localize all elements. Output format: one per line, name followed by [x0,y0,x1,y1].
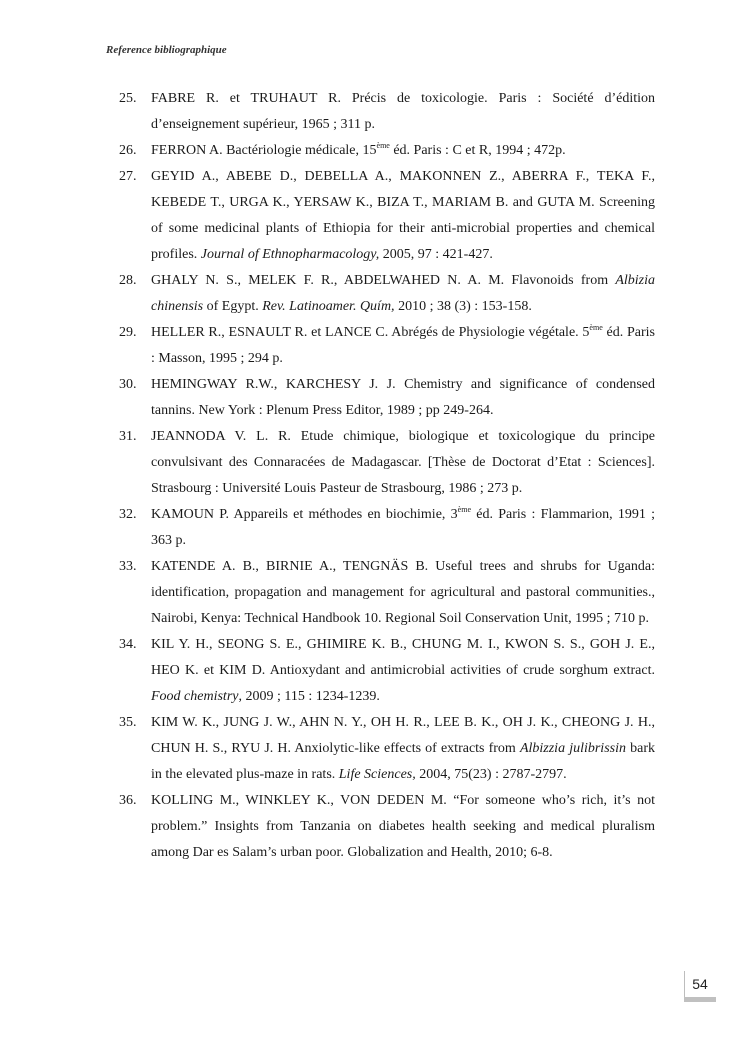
reference-text [151,86,655,138]
reference-text [151,554,655,632]
reference-text [151,164,655,268]
reference-item [119,320,655,372]
reference-segment: of Egypt. [203,299,263,314]
reference-text [151,424,655,502]
reference-text [151,788,655,866]
reference-text [151,372,655,424]
reference-number: 26. [119,143,137,158]
italic-text: Albizzia julibrissin [519,741,626,756]
reference-item [119,554,655,632]
reference-list [119,86,655,866]
reference-segment: bark in the elevated plus-maze in rats. [151,741,655,782]
running-header: Reference bibliographique [106,44,227,56]
reference-segment: 2010 ; 38 (3) : 153-158. [394,299,532,314]
reference-segment: 2005, 97 : 421-427. [379,247,493,262]
reference-text [151,502,655,554]
reference-item [119,268,655,320]
reference-segment: KIM W. K., JUNG J. W., AHN N. Y., OH H. R., LEE B. K., OH J. K., CHEONG J. H., CHUN H. S., RYU J. H. Anxiolytic-like effects of extracts from [151,715,655,756]
reference-segment: HELLER R., ESNAULT R. et LANCE C. Abrégés de Physiologie végétale. 5 [151,325,590,340]
reference-segment: KATENDE A. B., BIRNIE A., TENGNÄS B. Useful trees and shrubs for Uganda: identification, propagation and management for agricultural and pastoral communities., Nairobi, Kenya: Technical Handbook 10. Regional Soil Conservation Unit, 1995 ; 710 p. [151,559,655,626]
reference-item [119,86,655,138]
reference-item [119,632,655,710]
reference-number: 28. [119,273,137,288]
reference-item [119,788,655,866]
superscript: ème [376,141,390,150]
reference-text [151,320,655,372]
reference-segment: éd. Paris : C et R, 1994 ; 472p. [389,143,566,158]
reference-number: 32. [119,507,137,522]
italic-text: Rev. Latinoamer. Quím, [262,299,395,314]
reference-item [119,424,655,502]
reference-number: 31. [119,429,137,444]
reference-segment: éd. Paris : Flammarion, 1991 ; 363 p. [151,507,655,548]
reference-segment: 2004, 75(23) : 2787-2797. [415,767,567,782]
reference-item [119,138,655,164]
reference-text [151,710,655,788]
superscript: ème [589,323,603,332]
reference-segment: GEYID A., ABEBE D., DEBELLA A., MAKONNEN Z., ABERRA F., TEKA F., KEBEDE T., URGA K., YERSAW K., BIZA T., MARIAM B. and GUTA M. Screening of some medicinal plants of Ethiopia for their anti-microbial properties and chemical profiles. [151,169,655,262]
reference-segment: KAMOUN P. Appareils et méthodes en biochimie, 3 [151,507,458,522]
italic-text: Life Sciences, [338,767,416,782]
reference-number: 27. [119,169,137,184]
reference-text [151,632,655,710]
italic-text: Food chemistry [151,689,239,704]
italic-text: Albizia chinensis [151,273,655,314]
reference-segment: FERRON A. Bactériologie médicale, 15 [151,143,377,158]
reference-item [119,164,655,268]
reference-number: 29. [119,325,137,340]
reference-item [119,372,655,424]
reference-number: 36. [119,793,137,808]
reference-item [119,710,655,788]
reference-segment: KOLLING M., WINKLEY K., VON DEDEN M. “For someone who’s rich, it’s not problem.” Insights from Tanzania on diabetes health seeking and medical pluralism among Dar es Salam’s urban poor. Globalization and Health, 2010; 6-8. [151,793,655,860]
reference-segment: FABRE R. et TRUHAUT R. Précis de toxicologie. Paris : Société d’édition d’enseignement supérieur, 1965 ; 311 p. [151,91,655,132]
reference-number: 35. [119,715,137,730]
reference-segment: JEANNODA V. L. R. Etude chimique, biologique et toxicologique du principe convulsivant des Connaracées de Madagascar. [Thèse de Doctorat d’Etat : Sciences]. Strasbourg : Université Louis Pasteur de Strasbourg, 1986 ; 273 p. [151,429,655,496]
reference-number: 25. [119,91,137,106]
page-number-underline [684,997,716,1002]
reference-segment: , 2009 ; 115 : 1234-1239. [238,689,380,704]
reference-segment: HEMINGWAY R.W., KARCHESY J. J. Chemistry and significance of condensed tannins. New York : Plenum Press Editor, 1989 ; pp 249-264. [151,377,655,418]
reference-segment: GHALY N. S., MELEK F. R., ABDELWAHED N. A. M. Flavonoids from [151,273,616,288]
page-number: 54 [684,971,715,997]
superscript: ème [457,505,471,514]
reference-text [151,268,655,320]
italic-text: Journal of Ethnopharmacology, [200,247,380,262]
reference-number: 33. [119,559,137,574]
reference-segment: éd. Paris : Masson, 1995 ; 294 p. [151,325,655,366]
reference-segment: KIL Y. H., SEONG S. E., GHIMIRE K. B., CHUNG M. I., KWON S. S., GOH J. E., HEO K. et KIM D. Antioxydant and antimicrobial activities of crude sorghum extract. [151,637,655,678]
reference-item [119,502,655,554]
reference-number: 34. [119,637,137,652]
reference-text [151,138,655,164]
reference-number: 30. [119,377,137,392]
